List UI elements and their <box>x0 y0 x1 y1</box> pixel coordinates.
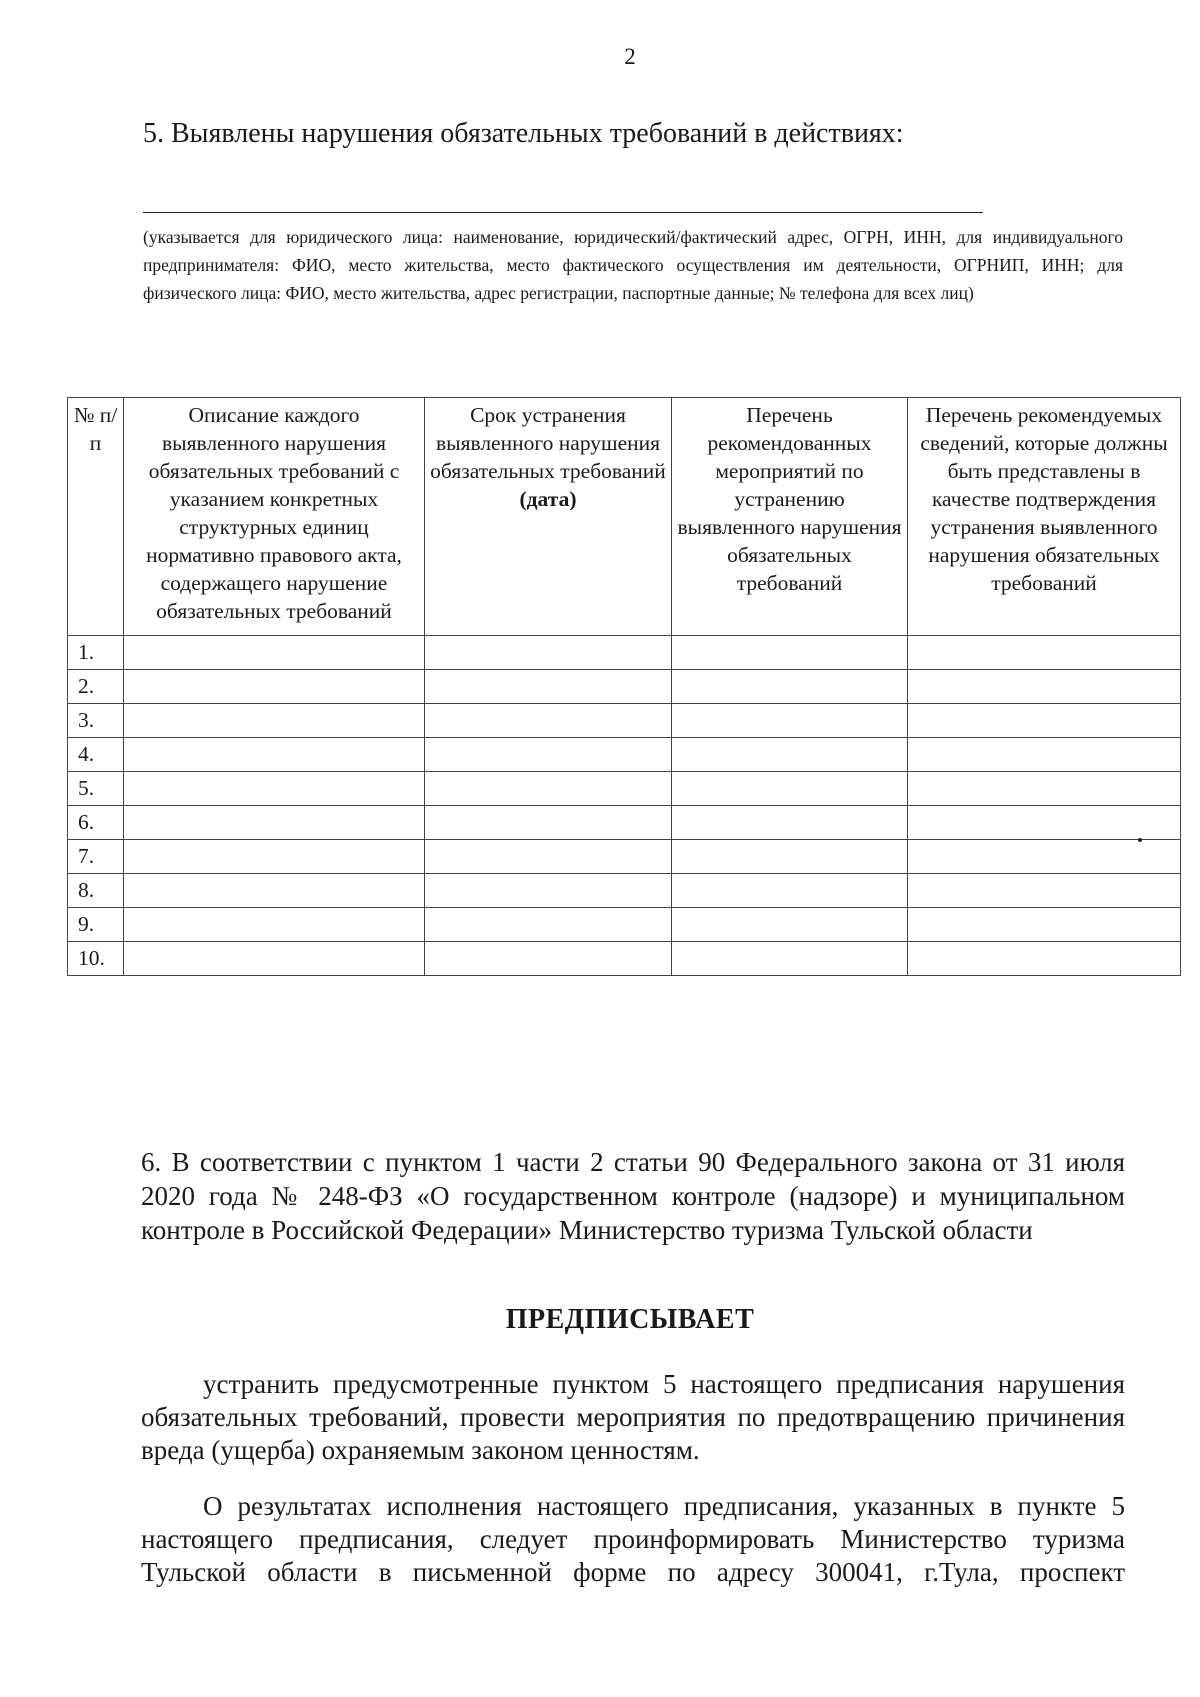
row-number: 10. <box>68 942 124 976</box>
column-header-evidence: Перечень рекомендуемых сведений, которые должны быть представлены в качестве подтверждения устранения выявленного нарушения обязательных требований <box>908 398 1181 636</box>
cell-measures <box>672 772 908 806</box>
cell-deadline <box>425 772 672 806</box>
cell-description <box>124 704 425 738</box>
cell-evidence <box>908 670 1181 704</box>
cell-measures <box>672 738 908 772</box>
cell-measures <box>672 636 908 670</box>
cell-description <box>124 670 425 704</box>
cell-evidence <box>908 942 1181 976</box>
table-row <box>68 908 1181 942</box>
cell-deadline <box>425 806 672 840</box>
cell-evidence <box>908 806 1181 840</box>
row-number: 9. <box>68 908 124 942</box>
cell-description <box>124 772 425 806</box>
page-number: 2 <box>624 44 636 69</box>
row-number: 6. <box>68 806 124 840</box>
row-number: 7. <box>68 840 124 874</box>
cell-description <box>124 942 425 976</box>
prescribes-heading: ПРЕДПИСЫВАЕТ <box>505 1304 755 1335</box>
cell-deadline <box>425 670 672 704</box>
fill-in-line <box>143 212 983 213</box>
row-number: 2. <box>68 670 124 704</box>
cell-deadline <box>425 908 672 942</box>
table-row <box>68 704 1181 738</box>
violations-table <box>67 397 1181 976</box>
cell-measures <box>672 942 908 976</box>
table-header-row <box>68 398 1181 636</box>
cell-measures <box>672 874 908 908</box>
table-row <box>68 738 1181 772</box>
cell-measures <box>672 840 908 874</box>
cell-description <box>124 738 425 772</box>
table-row <box>68 942 1181 976</box>
cell-deadline <box>425 636 672 670</box>
table-row <box>68 806 1181 840</box>
cell-measures <box>672 670 908 704</box>
table-row <box>68 874 1181 908</box>
cell-measures <box>672 908 908 942</box>
cell-evidence <box>908 772 1181 806</box>
row-number: 8. <box>68 874 124 908</box>
cell-evidence <box>908 908 1181 942</box>
cell-deadline <box>425 874 672 908</box>
cell-measures <box>672 806 908 840</box>
cell-evidence <box>908 738 1181 772</box>
column-header-description: Описание каждого выявленного нарушения обязательных требований с указанием конкретных структурных единиц нормативно правового акта, содержащего нарушение обязательных требований <box>124 398 425 636</box>
cell-description <box>124 636 425 670</box>
deadline-header-text: Срок устранения выявленного нарушения обязательных требований <box>430 403 666 483</box>
row-number: 1. <box>68 636 124 670</box>
row-number: 5. <box>68 772 124 806</box>
cell-evidence <box>908 840 1181 874</box>
cell-deadline <box>425 738 672 772</box>
cell-evidence <box>908 874 1181 908</box>
column-header-deadline <box>425 398 672 636</box>
section-6-paragraph: 6. В соответствии с пунктом 1 части 2 статьи 90 Федерального закона от 31 июля 2020 года № 248-ФЗ «О государственном контроле (надзоре) и муниципальном контроле в Российской Федерации» Министерство туризма Тульской области <box>141 1147 1125 1245</box>
deadline-header-date-note: (дата) <box>519 487 577 511</box>
scan-speck <box>1138 838 1142 842</box>
results-report-paragraph: О результатах исполнения настоящего предписания, указанных в пункте 5 настоящего предписания, следует проинформировать Министерство туризма Тульской области в письменной форме по адресу 300041, г.Тула, проспект <box>141 1491 1125 1587</box>
cell-description <box>124 874 425 908</box>
cell-deadline <box>425 704 672 738</box>
eliminate-violations-paragraph: устранить предусмотренные пунктом 5 настоящего предписания нарушения обязательных требований, провести мероприятия по предотвращению причинения вреда (ущерба) охраняемым законом ценностям. <box>141 1369 1125 1465</box>
column-header-number: № п/п <box>68 398 124 636</box>
table-row <box>68 772 1181 806</box>
row-number: 3. <box>68 704 124 738</box>
column-header-measures: Перечень рекомендованных мероприятий по устранению выявленного нарушения обязательных требований <box>672 398 908 636</box>
cell-description <box>124 908 425 942</box>
fill-in-instruction-note: (указывается для юридического лица: наименование, юридический/фактический адрес, ОГРН, ИНН, для индивидуального предпринимателя: ФИО, место жительства, место фактического осуществления им деятельности, ОГРНИП, ИНН; для физического лица: ФИО, место жительства, адрес регистрации, паспортные данные; № телефона для всех лиц) <box>143 227 1123 303</box>
section-5-heading: 5. Выявлены нарушения обязательных требований в действиях: <box>143 118 904 149</box>
cell-evidence <box>908 704 1181 738</box>
row-number: 4. <box>68 738 124 772</box>
table-row <box>68 840 1181 874</box>
cell-evidence <box>908 636 1181 670</box>
table-row <box>68 636 1181 670</box>
cell-description <box>124 840 425 874</box>
cell-description <box>124 806 425 840</box>
cell-deadline <box>425 942 672 976</box>
cell-deadline <box>425 840 672 874</box>
table-row <box>68 670 1181 704</box>
cell-measures <box>672 704 908 738</box>
